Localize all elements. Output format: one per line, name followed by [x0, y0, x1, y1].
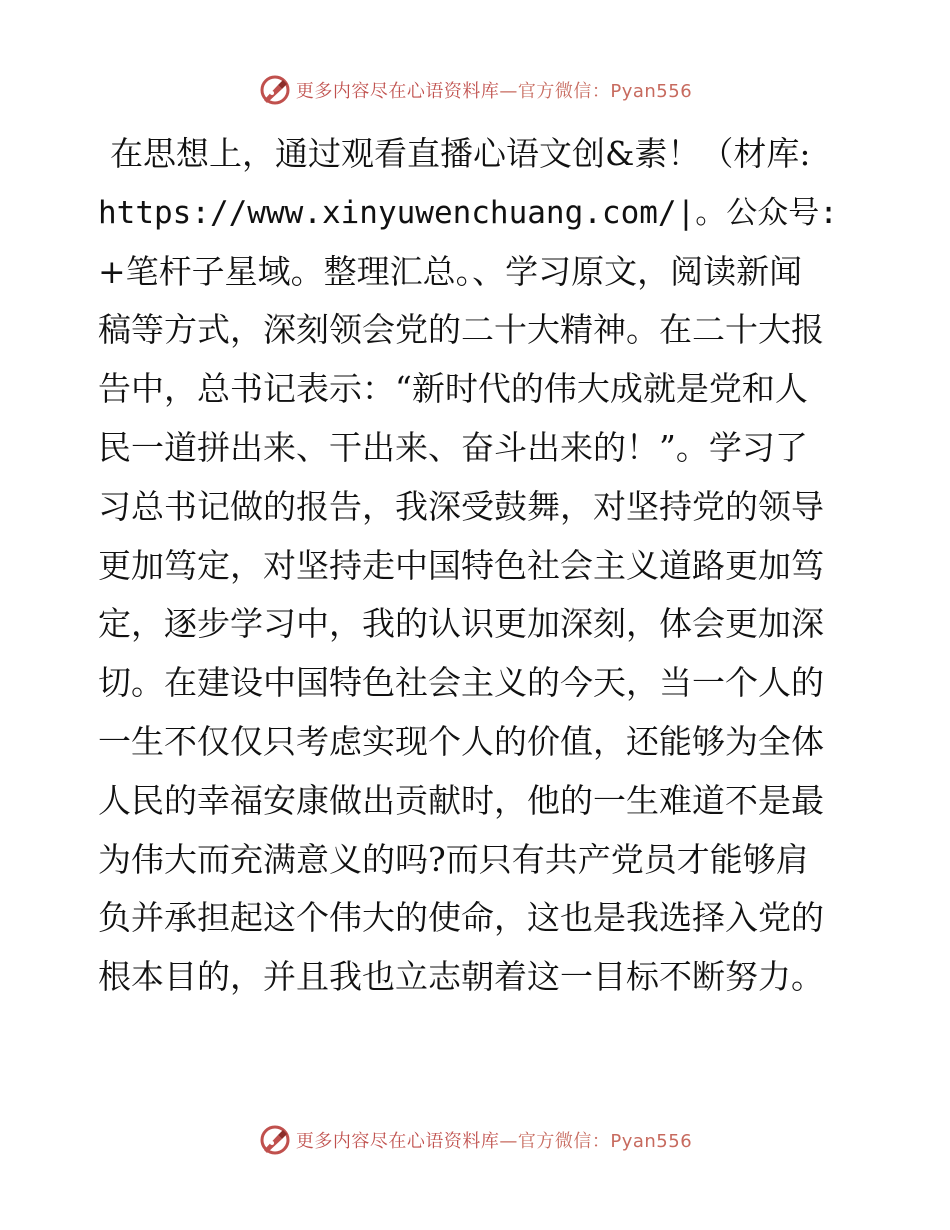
body-line: 更加笃定，对坚持走中国特色社会主义道路更加笃 [98, 545, 824, 585]
body-line: 在思想上，通过观看直播心语文创&素！（材库: [110, 134, 811, 173]
watermark-separator: — [499, 81, 518, 102]
body-line: 一生不仅仅只考虑实现个人的价值，还能够为全体 [98, 721, 824, 761]
watermark-text [296, 1127, 692, 1153]
pen-logo-icon [258, 73, 292, 107]
body-line: 为伟大而充满意义的吗?而只有共产党员才能够肩 [98, 839, 809, 879]
body-line: 负并承担起这个伟大的使命，这也是我选择入党的 [98, 898, 824, 938]
document-body [98, 125, 858, 1007]
body-line: 人民的幸福安康做出贡献时，他的一生难道不是最 [98, 780, 824, 820]
pen-logo-icon [258, 1123, 292, 1157]
body-line: 习总书记做的报告，我深受鼓舞，对坚持党的领导 [98, 486, 824, 526]
watermark-separator: — [499, 1131, 518, 1152]
header-watermark [0, 70, 950, 110]
watermark-contact: 官方微信：Pyan556 [517, 81, 693, 102]
watermark-slogan: 更多内容尽在心语资料库 [295, 81, 500, 102]
body-line: +笔杆子星域。整理汇总。、学习原文，阅读新闻 [98, 251, 803, 291]
body-line: 切。在建设中国特色社会主义的今天，当一个人的 [98, 663, 824, 703]
body-line: 稿等方式，深刻领会党的二十大精神。在二十大报 [98, 310, 824, 350]
watermark-text [296, 77, 692, 103]
footer-watermark [0, 1120, 950, 1160]
body-line: 民一道拼出来、干出来、奋斗出来的！”。学习了 [98, 427, 808, 467]
body-line: 根本目的，并且我也立志朝着这一目标不断努力。 [98, 957, 824, 997]
body-line: 定，逐步学习中，我的认识更加深刻，体会更加深 [98, 604, 824, 644]
body-line: 告中，总书记表示：“新时代的伟大成就是党和人 [98, 369, 808, 409]
body-line: https://www.xinyuwenchuang.com/|。公众号: [98, 194, 838, 231]
watermark-contact: 官方微信：Pyan556 [517, 1131, 693, 1152]
watermark-slogan: 更多内容尽在心语资料库 [295, 1131, 500, 1152]
